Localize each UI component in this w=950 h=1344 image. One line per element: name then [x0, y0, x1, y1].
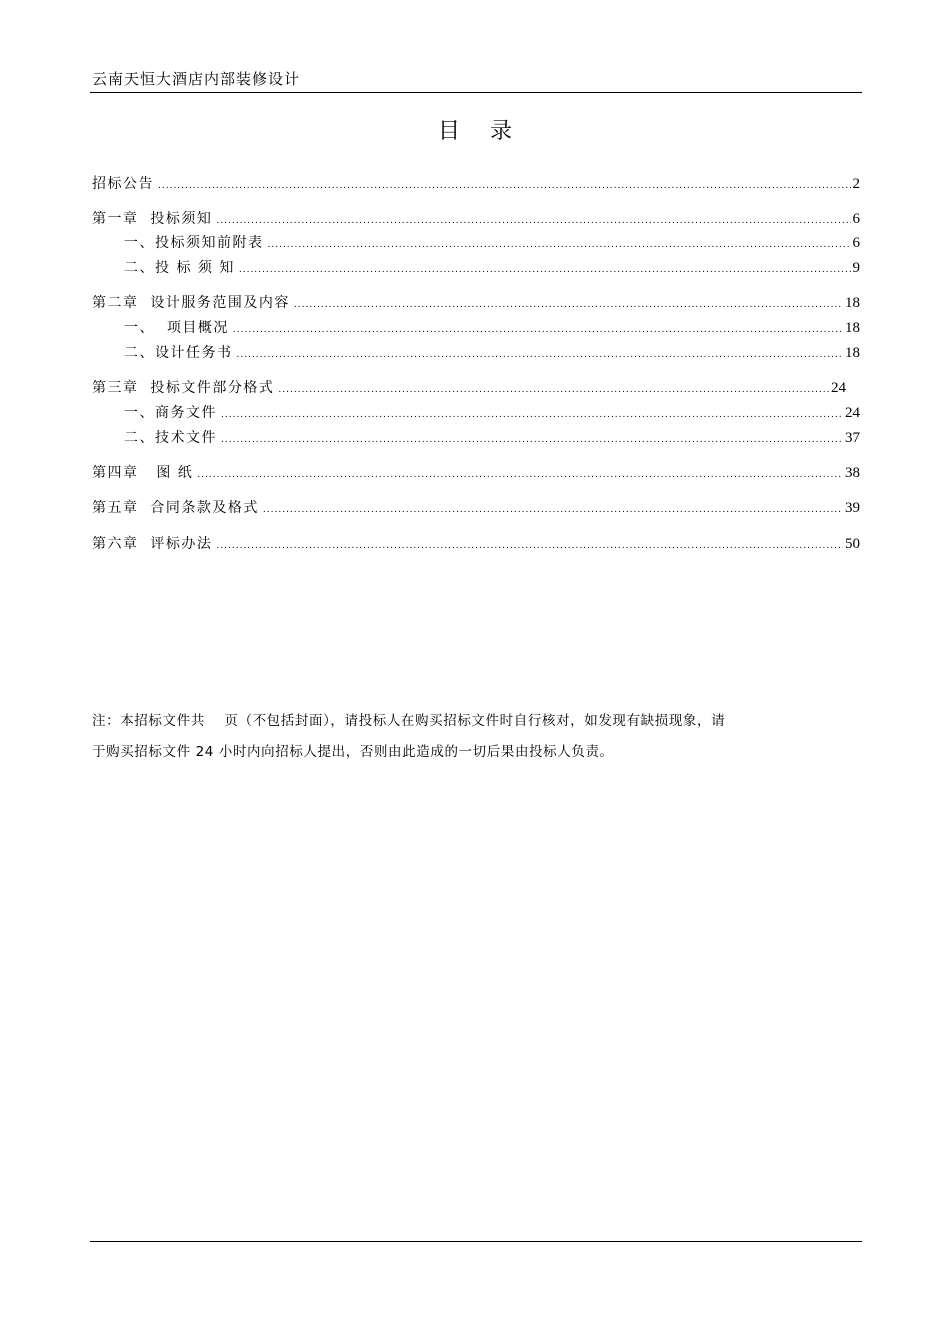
toc-entry-page: 2	[852, 176, 860, 192]
toc-leader-dots	[221, 405, 843, 425]
toc-entry-page: 18	[845, 320, 860, 336]
toc-leader-dots	[216, 536, 843, 556]
toc-entry-label: 第三章 投标文件部分格式	[92, 380, 275, 396]
toc-entry-page: 6	[852, 211, 860, 227]
toc-entry-page: 37	[845, 430, 860, 446]
toc-entry-label: 招标公告	[92, 176, 154, 192]
toc-entry-label: 第二章 设计服务范围及内容	[92, 295, 290, 311]
toc-entry-label: 一、 项目概况	[124, 320, 229, 336]
toc-entry-label: 第四章 图 纸	[92, 465, 194, 481]
toc-entry-page: 18	[845, 345, 860, 361]
toc-entry-chapter-2[interactable]	[92, 293, 860, 313]
toc-entry-label: 二、投 标 须 知	[124, 260, 235, 276]
toc-entry-page: 39	[845, 500, 860, 516]
toc-entry-1-1[interactable]	[124, 233, 860, 253]
toc-leader-dots	[158, 176, 851, 196]
toc-entry-label: 二、技术文件	[124, 430, 217, 446]
toc-entry-label: 一、投标须知前附表	[124, 235, 264, 251]
toc-entry-page: 6	[852, 235, 860, 251]
toc-entry-label: 第五章 合同条款及格式	[92, 500, 259, 516]
purchase-note	[92, 706, 862, 768]
toc-entry-3-1[interactable]	[124, 403, 860, 423]
document-header-title: 云南天恒大酒店内部装修设计	[92, 70, 301, 88]
toc-entry-chapter-5[interactable]	[92, 498, 860, 518]
toc-entry-tender-notice[interactable]	[92, 174, 860, 194]
toc-entry-2-2[interactable]	[124, 343, 860, 363]
toc-leader-dots	[294, 295, 843, 315]
toc-entry-chapter-6[interactable]	[92, 534, 860, 554]
header-divider	[90, 92, 862, 93]
toc-entry-page: 18	[845, 295, 860, 311]
toc-leader-dots	[268, 235, 851, 255]
toc-entry-label: 二、设计任务书	[124, 345, 233, 361]
toc-entry-page: 24	[845, 405, 860, 421]
toc-entry-chapter-3[interactable]	[92, 378, 846, 398]
purchase-note-line-2: 于购买招标文件 24 小时内向招标人提出，否则由此造成的一切后果由投标人负责。	[92, 744, 614, 760]
toc-entry-page: 24	[831, 380, 846, 396]
toc-entry-page: 38	[845, 465, 860, 481]
toc-leader-dots	[233, 320, 843, 340]
toc-entry-chapter-4[interactable]	[92, 463, 860, 483]
toc-leader-dots	[278, 380, 829, 400]
toc-entry-page: 9	[852, 260, 860, 276]
toc-entry-1-2[interactable]	[124, 258, 860, 278]
toc-entry-page: 50	[845, 536, 860, 552]
toc-entry-3-2[interactable]	[124, 428, 860, 448]
toc-leader-dots	[263, 500, 843, 520]
toc-leader-dots	[216, 211, 850, 231]
toc-heading: 目录	[437, 119, 542, 144]
toc-leader-dots	[197, 465, 843, 485]
toc-leader-dots	[221, 430, 843, 450]
toc-entry-label: 一、商务文件	[124, 405, 217, 421]
purchase-note-line-1: 注：本招标文件共 页（不包括封面），请投标人在购买招标文件时自行核对，如发现有缺损现象，请	[92, 713, 726, 729]
toc-entry-label: 第一章 投标须知	[92, 211, 213, 227]
toc-entry-2-1[interactable]	[124, 318, 860, 338]
toc-leader-dots	[237, 345, 844, 365]
toc-leader-dots	[239, 260, 851, 280]
footer-divider	[90, 1241, 862, 1242]
toc-entry-chapter-1[interactable]	[92, 209, 860, 229]
toc-entry-label: 第六章 评标办法	[92, 536, 213, 552]
